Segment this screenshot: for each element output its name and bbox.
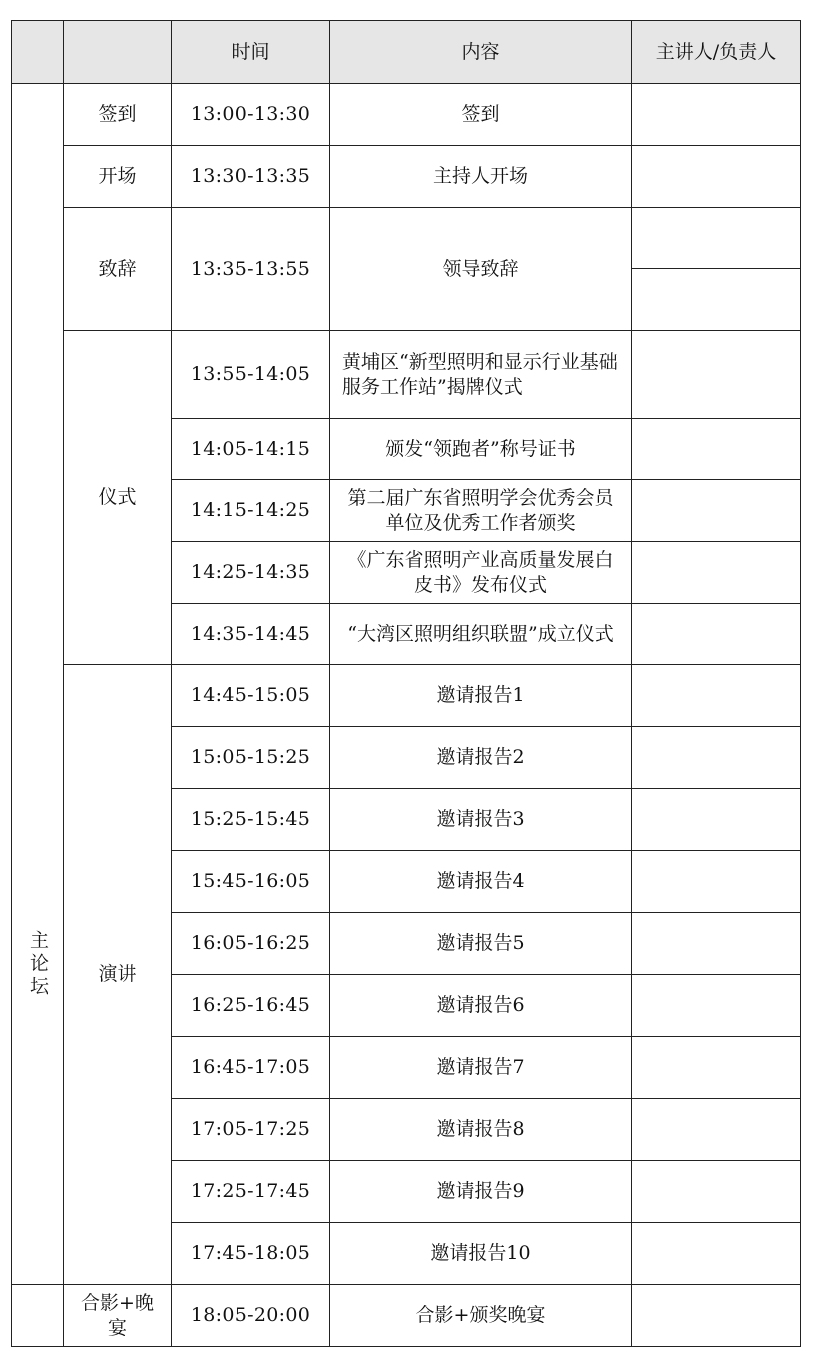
time-cell: 13:55-14:05	[172, 331, 330, 419]
speaker-subcell	[632, 269, 800, 330]
group-speech: 致辞	[64, 208, 172, 331]
time-cell: 15:05-15:25	[172, 727, 330, 789]
content-cell: “大湾区照明组织联盟”成立仪式	[330, 604, 632, 665]
content-cell: 《广东省照明产业高质量发展白皮书》发布仪式	[330, 542, 632, 604]
speaker-cell	[632, 913, 801, 975]
time-cell: 14:05-14:15	[172, 419, 330, 480]
content-cell: 邀请报告1	[330, 665, 632, 727]
table-row	[12, 84, 801, 146]
speaker-cell	[632, 665, 801, 727]
section-main-forum: 主论坛	[12, 84, 64, 1285]
time-cell: 14:35-14:45	[172, 604, 330, 665]
header-blank-group	[64, 21, 172, 84]
content-cell: 邀请报告6	[330, 975, 632, 1037]
speaker-cell	[632, 727, 801, 789]
header-row	[12, 21, 801, 84]
speaker-cell	[632, 1223, 801, 1285]
time-cell: 13:00-13:30	[172, 84, 330, 146]
table-row	[12, 146, 801, 208]
header-content: 内容	[330, 21, 632, 84]
time-cell: 14:25-14:35	[172, 542, 330, 604]
table-row	[12, 1285, 801, 1347]
speaker-cell	[632, 851, 801, 913]
time-cell: 15:25-15:45	[172, 789, 330, 851]
group-signin: 签到	[64, 84, 172, 146]
time-cell: 16:05-16:25	[172, 913, 330, 975]
header-blank-section	[12, 21, 64, 84]
time-cell: 13:35-13:55	[172, 208, 330, 331]
speaker-cell	[632, 1161, 801, 1223]
speaker-cell-split	[632, 208, 801, 331]
group-photo: 合影+晚宴	[64, 1285, 172, 1347]
content-cell: 主持人开场	[330, 146, 632, 208]
speaker-cell	[632, 146, 801, 208]
content-cell: 邀请报告2	[330, 727, 632, 789]
content-cell: 颁发“领跑者”称号证书	[330, 419, 632, 480]
content-cell: 邀请报告5	[330, 913, 632, 975]
group-opening: 开场	[64, 146, 172, 208]
time-cell: 14:45-15:05	[172, 665, 330, 727]
time-cell: 13:30-13:35	[172, 146, 330, 208]
time-cell: 17:05-17:25	[172, 1099, 330, 1161]
speaker-cell	[632, 975, 801, 1037]
header-time: 时间	[172, 21, 330, 84]
speaker-cell	[632, 604, 801, 665]
table-row	[12, 331, 801, 419]
time-cell: 16:25-16:45	[172, 975, 330, 1037]
time-cell: 17:25-17:45	[172, 1161, 330, 1223]
time-cell: 18:05-20:00	[172, 1285, 330, 1347]
content-cell: 领导致辞	[330, 208, 632, 331]
speaker-cell	[632, 480, 801, 542]
agenda-table	[11, 20, 801, 1347]
content-cell: 合影+颁奖晚宴	[330, 1285, 632, 1347]
time-cell: 17:45-18:05	[172, 1223, 330, 1285]
speaker-cell	[632, 84, 801, 146]
table-row	[12, 665, 801, 727]
speaker-subcell	[632, 208, 800, 269]
speaker-cell	[632, 789, 801, 851]
content-cell: 邀请报告3	[330, 789, 632, 851]
group-talks: 演讲	[64, 665, 172, 1285]
content-cell: 黄埔区“新型照明和显示行业基础服务工作站”揭牌仪式	[330, 331, 632, 419]
time-cell: 15:45-16:05	[172, 851, 330, 913]
content-cell: 邀请报告7	[330, 1037, 632, 1099]
speaker-cell	[632, 1285, 801, 1347]
content-cell: 邀请报告9	[330, 1161, 632, 1223]
table-row	[12, 208, 801, 331]
header-speaker: 主讲人/负责人	[632, 21, 801, 84]
content-cell: 签到	[330, 84, 632, 146]
group-ceremony: 仪式	[64, 331, 172, 665]
speaker-cell	[632, 419, 801, 480]
speaker-cell	[632, 1099, 801, 1161]
speaker-cell	[632, 331, 801, 419]
content-cell: 邀请报告4	[330, 851, 632, 913]
speaker-cell	[632, 1037, 801, 1099]
content-cell: 第二届广东省照明学会优秀会员单位及优秀工作者颁奖	[330, 480, 632, 542]
content-cell: 邀请报告10	[330, 1223, 632, 1285]
content-cell: 邀请报告8	[330, 1099, 632, 1161]
time-cell: 14:15-14:25	[172, 480, 330, 542]
section-blank	[12, 1285, 64, 1347]
speaker-cell	[632, 542, 801, 604]
time-cell: 16:45-17:05	[172, 1037, 330, 1099]
